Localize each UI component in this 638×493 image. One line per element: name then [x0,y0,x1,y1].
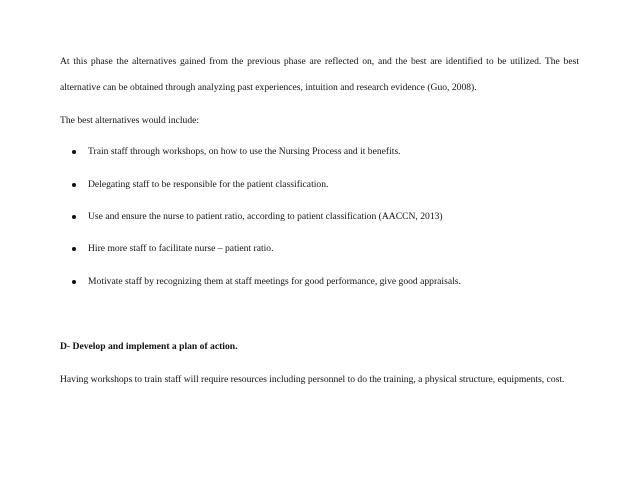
paragraph-1-line-2: alternative can be obtained through analyzing past experiences, intuition and research evidence (Guo, 2008). [60,82,477,93]
bullet-list-intro: The best alternatives would include: [60,115,200,126]
bullet-icon [72,150,76,154]
section-heading: D- Develop and implement a plan of action. [60,341,238,352]
bullet-text: Motivate staff by recognizing them at staff meetings for good performance, give good appraisals. [88,276,461,287]
bullet-icon [72,247,76,251]
bullet-icon [72,183,76,187]
bullet-text: Delegating staff to be responsible for the patient classification. [88,179,329,190]
bullet-icon [72,280,76,284]
bullet-text: Hire more staff to facilitate nurse – patient ratio. [88,243,274,254]
bullet-icon [72,215,76,219]
bullet-text: Use and ensure the nurse to patient ratio, according to patient classification (AACCN, 2013) [88,211,443,222]
paragraph-1-line-1: At this phase the alternatives gained from the previous phase are reflected on, and the best are identified to be utilized. The best [60,56,579,67]
bullet-text: Train staff through workshops, on how to use the Nursing Process and it benefits. [88,146,401,157]
paragraph-2: Having workshops to train staff will require resources including personnel to do the training, a physical structure, equipments, cost. [60,374,565,385]
